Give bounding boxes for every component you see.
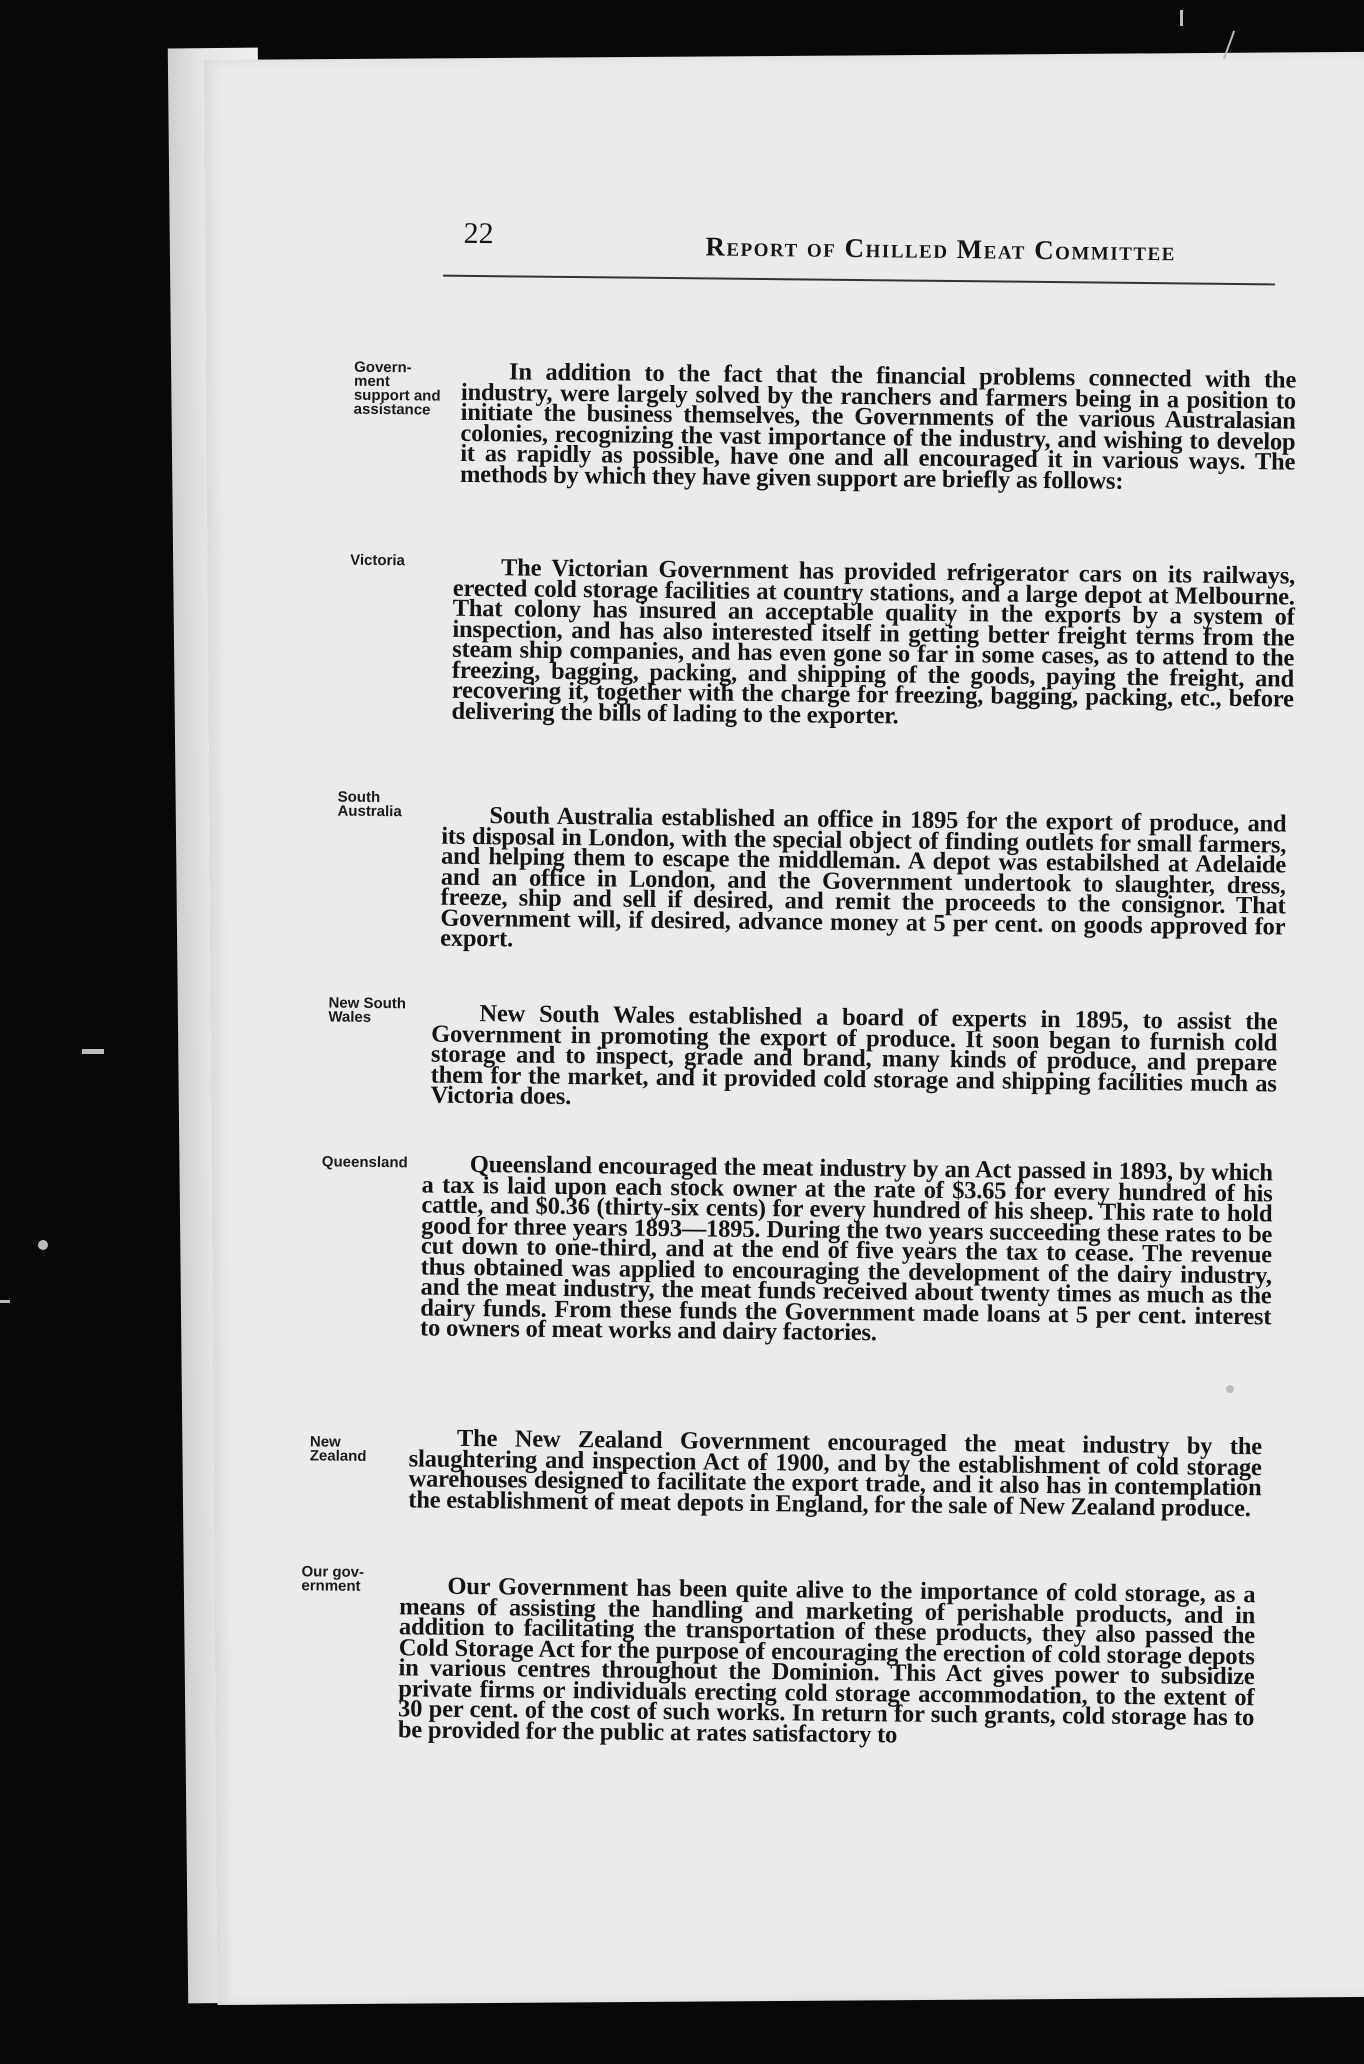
paragraph-new-zealand: The New Zealand Government encouraged the meat industry by the slaughtering and inspection Act of 1900, and by the establishment of cold storage warehouses designed to facilitate the export trade, and it also has in contemplation the establishment of meat depots in England, for the sale of New Zealand produce.: [408, 1424, 1263, 1522]
scan-artifact: [0, 1300, 10, 1303]
scan-artifact: [38, 1240, 48, 1250]
paragraph-our-government: Our Government has been quite alive to the importance of cold storage, as a means of assisting the handling and marketing of perishable products, and in addition to facilitating the transportation of these products, they also passed the Cold Storage Act for the purpose of encouraging the erection of cold storage depots in various centres throughout the Dominion. This Act gives power to subsidize private firms or individuals erecting cold storage accommodation, to the extent of 30 per cent. of the cost of such works. In return for such grants, cold storage has to be provided for the public at rates satisfactory to: [397, 1572, 1256, 1748]
paragraph-government-support: In addition to the fact that the financial problems connected with the industry, were largely solved by the ranchers and farmers being in a position to initiate the business themselves, the Governments of the various Australasian colonies, recognizing the vast importance of the industry, and wishing to develop it as rapidly as possible, have one and all encouraged it in various ways. The methods by which they have given support are briefly as follows:: [459, 358, 1297, 495]
scan-artifact: [1226, 1385, 1234, 1393]
sidenote-queensland: Queensland: [321, 1153, 408, 1172]
sidenote-government-support: Govern- ment support and assistance: [353, 358, 441, 419]
paragraph-south-australia: South Australia established an office in 1895 for the export of produce, and its disposal in London, with the special object of finding outlets for small farmers, and helping them to escape the middleman. A depot was estabilshed at Adelaide and an office in London, and the Government undertook to slaughter, dress, freeze, ship and sell if desired, and remit the proceeds to the consignor. That Government will, if desired, advance money at 5 per cent. on goods approved for export.: [440, 802, 1287, 953]
sidenote-new-south-wales: New South Wales: [328, 994, 407, 1026]
sidenote-victoria: Victoria: [350, 551, 405, 570]
sidenote-our-government: Our gov- ernment: [301, 1563, 365, 1595]
page-header: [257, 215, 1298, 286]
paragraph-new-south-wales: New South Wales established a board of experts in 1895, to assist the Government in promoting the export of produce. It soon began to furnish cold storage and to inspect, grade and brand, many kinds of produce, and prepare them for the market, and it provided cold storage and shipping facilities much as Victoria does.: [430, 1000, 1278, 1111]
scan-artifact: [1180, 10, 1183, 26]
paragraph-queensland: Queensland encouraged the meat industry by an Act passed in 1893, by which a tax is laid upon each stock owner at the rate of $3.65 for every hundred of his cattle, and $0.36 (thirty-six cents) for every hundred of his sheep. This rate to hold good for three years 1893—1895. During the two years succeeding these rates to be cut down to one-third, and at the end of five years the tax to cease. The revenue thus obtained was applied to encouraging the development of the dairy industry, and the meat industry, the meat funds received about twenty times as much as the dairy funds. From these funds the Government made loans at 5 per cent. interest to owners of meat works and dairy factories.: [419, 1150, 1273, 1347]
sidenote-south-australia: South Australia: [337, 788, 402, 821]
scan-artifact: [82, 1049, 104, 1054]
page-number: 22: [463, 216, 494, 251]
sidenote-new-zealand: New Zealand: [309, 1433, 367, 1465]
paragraph-victoria: The Victorian Government has provided refrigerator cars on its railways, erected cold storage facilities at country stations, and a large depot at Melbourne. That colony has insured an acceptable quality in the exports by a system of inspection, and has also interested itself in getting better freight terms from the steam ship companies, and has even gone so far in some cases, as to attend to the freezing, bagging, packing, and shipping of the goods, paying the freight, and recovering it, together with the charge for freezing, bagging, packing, etc., before delivering the bills of lading to the exporter.: [451, 554, 1296, 729]
running-title: Report of Chilled Meat Committee: [705, 231, 1177, 267]
